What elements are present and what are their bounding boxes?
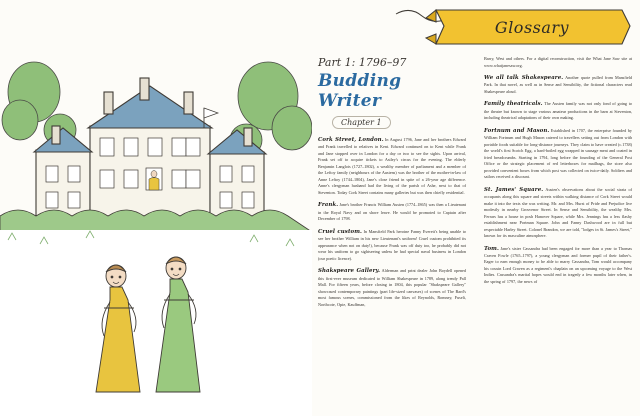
glossary-definition: The Austen family was not only fond of going to the theatre but known to stage various amateur productions in the barn at Steventon, including theatrical adaptations of their own making. xyxy=(484,101,633,121)
glossary-definition: Another quote pulled from Mansfield Park. In that novel, as well as in Sense and Sensibility, the fictional characters read Shakespeare aloud. xyxy=(484,75,632,94)
glossary-term: We all talk Shakespeare. xyxy=(484,75,564,81)
glossary-term: Family theatricals. xyxy=(484,101,543,108)
glossary-content xyxy=(318,56,632,408)
chapter-badge: Chapter 1 xyxy=(332,116,391,129)
hedge-row xyxy=(0,210,312,232)
glossary-definition: In Mansfield Park heroine Fanny Everett's being unable to see her brother William in his new Lieutenant's uniform! Cruel custom prohibited its appearance when not on duty!), because Frank was off duty too, he probably did not wear his uniform to go sightseeing unless he had special naval business in London (our poetic licence). xyxy=(318,228,467,261)
glossary-term: Fortnum and Mason. xyxy=(484,127,550,134)
glossary-entry xyxy=(484,74,632,95)
glossary-title: Glossary xyxy=(494,18,570,37)
glossary-entry xyxy=(484,127,632,181)
glossary-entry xyxy=(318,136,466,196)
glossary-definition: Austen's observations about the social strata of occupants along this square and streets within walking distance of Cork Street would make it into the texts she was writing. Mr. and Mrs. Hurst of Pride and Prejudice live modestly in nearby Grosvenor Street. In Sense and Sensibility, the wealthy Mrs. Ferrars has a house in posh Hanover Square, while Mrs. Jennings has a less flashy establishment near Portman Square. John and Fanny Dashwood are in full but respectable Harley Street. Colonel Brandon, we are told, "lodges in St. James's Street," known for its masculine atmosphere. xyxy=(484,186,632,238)
glossary-definition: Jane's sister Cassandra had been engaged for more than a year to Thomas Craven Fowle (1765–1797), a young clergyman and former pupil of their father's. Eager to earn enough money to be able to marry Cassandra, Tom would accompany his cousin Lord Craven as a regiment's chaplain on an upcoming voyage to the West Indies. Cassandra's marital hopes would end in tragedy a few months later when, in the spring of 1797, the news of xyxy=(484,245,633,284)
glossary-entry xyxy=(318,267,466,308)
glossary-definition: Barry, West and others. For a digital reconstruction, visit the What Jane Saw site at www.whatjanesaw.org. xyxy=(484,56,632,68)
glossary-term: St. James' Square. xyxy=(484,186,544,193)
glossary-entry-continuation xyxy=(484,56,632,69)
glossary-entry xyxy=(484,100,632,121)
glossary-column-left xyxy=(318,56,466,408)
part-eyebrow: Part 1: 1796–97 xyxy=(318,56,407,69)
illustration-panel xyxy=(0,0,312,416)
glossary-term: Cork Street, London. xyxy=(318,137,384,143)
figure-in-window xyxy=(146,168,162,190)
glossary-entry xyxy=(318,228,466,262)
page-title: Budding Writer xyxy=(318,71,402,111)
glossary-entry xyxy=(318,201,466,222)
glossary-term: Frank. xyxy=(318,202,339,209)
glossary-column-right xyxy=(484,56,632,408)
glossary-entry xyxy=(484,186,632,240)
glossary-term: Shakspeare Gallery. xyxy=(318,268,381,275)
glossary-definition: Established in 1707, the enterprise founded by William Fortnum and Hugh Mason catered to travellers setting out from London with portable foods suitable for long-distance journeys. They claim to have created (c.1738) the world's first Scotch Egg, a hard-boiled egg wrapped in sausage meat and coated in fried breadcrumbs. Starting in 1794, long before the founding of the General Post Office or the strategic placement of red letterboxes for mailbags, the store also provided convenient boxes from which post was collected on twice-daily. Soldiers and sailors received a discount. xyxy=(484,127,633,180)
glossary-term: Tom. xyxy=(484,245,499,252)
glossary-banner xyxy=(392,4,636,52)
glossary-entry xyxy=(484,245,632,286)
glossary-definition: In August 1796, Jane and her brothers Edward and Frank travelled to relatives in Kent. Edward continued on to Kent while Frank and Jane stopped over in London for a day or two to see the sights. Upon arrival, Frank set off to acquire tickets to Astley's circus for the evening. The elderly Benjamin Langlois (1727–1802), a wealthy member of parliament and a member of the Leftoy family (neighbours of the Austens) was the brother of the mother-in-law of Anne Leftoy (1744–1804), Jane's close friend in spite of a 26-year age difference. Anne's clergyman husband had the living of the parish of Ashe, next to that of Steventon. Today Cork Street contains many galleries but was then chiefly residential. xyxy=(318,137,467,195)
glossary-term: Cruel custom. xyxy=(318,228,363,235)
glossary-definition: Jane's brother Francis William Austen (1774–1865) was then a Lieutenant in the Royal Navy and on shore leave. He would be promoted to Captain after December of 1798. xyxy=(318,202,466,222)
glossary-definition: Alderman and print dealer John Boydell opened this first-ever museum dedicated to William Shakespeare in 1789, along trendy Pall Mall. For fifteen years, before closing in 1804, this popular "Shakspeare Gallery" showcased contemporary paintings (part life-sized canvases) of scenes of The Bard's most famous scenes, commissioned from the likes of Reynolds, Romney, Fuseli, Northcote, Opie, Kauffman, xyxy=(318,268,467,307)
